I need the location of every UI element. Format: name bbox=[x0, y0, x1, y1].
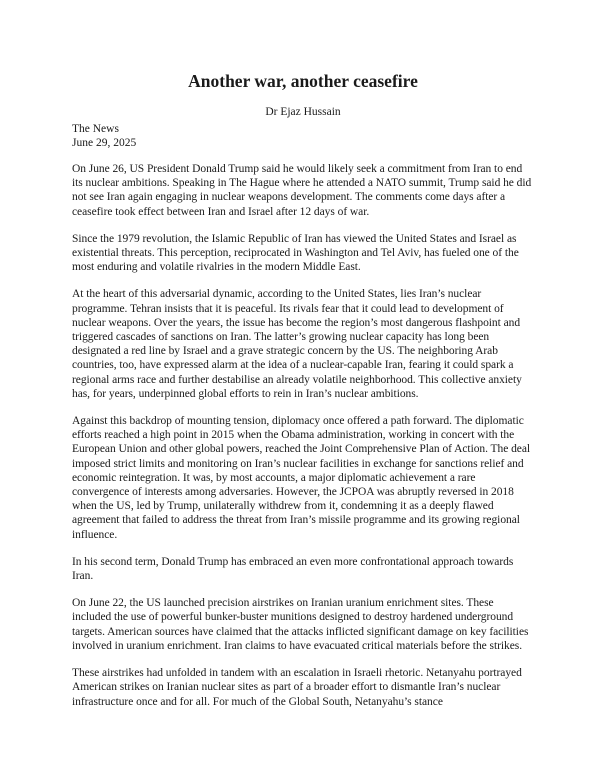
article-page bbox=[72, 70, 534, 709]
article-author: Dr Ejaz Hussain bbox=[265, 106, 341, 118]
article-meta bbox=[72, 122, 534, 150]
article-paragraph-5: In his second term, Donald Trump has embraced an even more confrontational approach towards Iran. bbox=[72, 555, 514, 583]
article-title: Another war, another ceasefire bbox=[188, 71, 418, 91]
article-paragraph-4: Against this backdrop of mounting tension, diplomacy once offered a path forward. The diplomatic efforts reached a high point in 2015 when the Obama administration, working in concert with the European Union and other global powers, reached the Joint Comprehensive Plan of Action. The deal imposed strict limits and monitoring on Iran’s nuclear facilities in exchange for sanctions relief and economic reintegration. It was, by most accounts, a major diplomatic achievement a rare convergence of interests among adversaries. However, the JCPOA was abruptly reversed in 2018 when the US, led by Trump, unilaterally withdrew from it, condemning it as a deeply flawed agreement that failed to address the threat from Iran’s missile programme and its growing regional influence. bbox=[72, 415, 531, 541]
article-paragraph-6: On June 22, the US launched precision airstrikes on Iranian uranium enrichment sites. These included the use of powerful bunker-buster munitions designed to destroy hardened underground targets. American sources have claimed that the attacks inflicted significant damage on key facilities involved in uranium enrichment. Iran claims to have evacuated critical materials before the strikes. bbox=[72, 597, 529, 652]
article-paragraph-1: On June 26, US President Donald Trump said he would likely seek a commitment from Iran to end its nuclear ambitions. Speaking in The Hague where he attended a NATO summit, Trump said he did not see Iran again engaging in nuclear weapons development. The comments come days after a ceasefire took effect between Iran and Israel after 12 days of war. bbox=[72, 163, 532, 218]
article-paragraph-2: Since the 1979 revolution, the Islamic Republic of Iran has viewed the United States and Israel as existential threats. This perception, reciprocated in Washington and Tel Aviv, has fueled one of the most enduring and volatile rivalries in the modern Middle East. bbox=[72, 232, 519, 274]
article-paragraph-3: At the heart of this adversarial dynamic, according to the United States, lies Iran’s nuclear programme. Tehran insists that it is peaceful. Its rivals fear that it could lead to development of nuclear weapons. Over the years, the issue has become the region’s most dangerous flashpoint and triggered cascades of sanctions on Iran. The latter’s growing nuclear capacity has long been designated a red line by Israel and a grave strategic concern by the US. The neighboring Arab countries, too, have expressed alarm at the idea of a nuclear-capable Iran, fearing it could spark a regional arms race and further destabilise an already volatile neighborhood. This collective anxiety has, for years, underpinned global efforts to rein in Iran’s nuclear ambitions. bbox=[72, 288, 522, 400]
publication-name: The News bbox=[72, 123, 119, 135]
publication-date: June 29, 2025 bbox=[72, 137, 137, 149]
article-paragraph-7: These airstrikes had unfolded in tandem with an escalation in Israeli rhetoric. Netanyahu portrayed American strikes on Iranian nuclear sites as part of a broader effort to dismantle Iran’s nuclear infrastructure once and for all. For much of the Global South, Netanyahu’s stance bbox=[72, 667, 522, 708]
